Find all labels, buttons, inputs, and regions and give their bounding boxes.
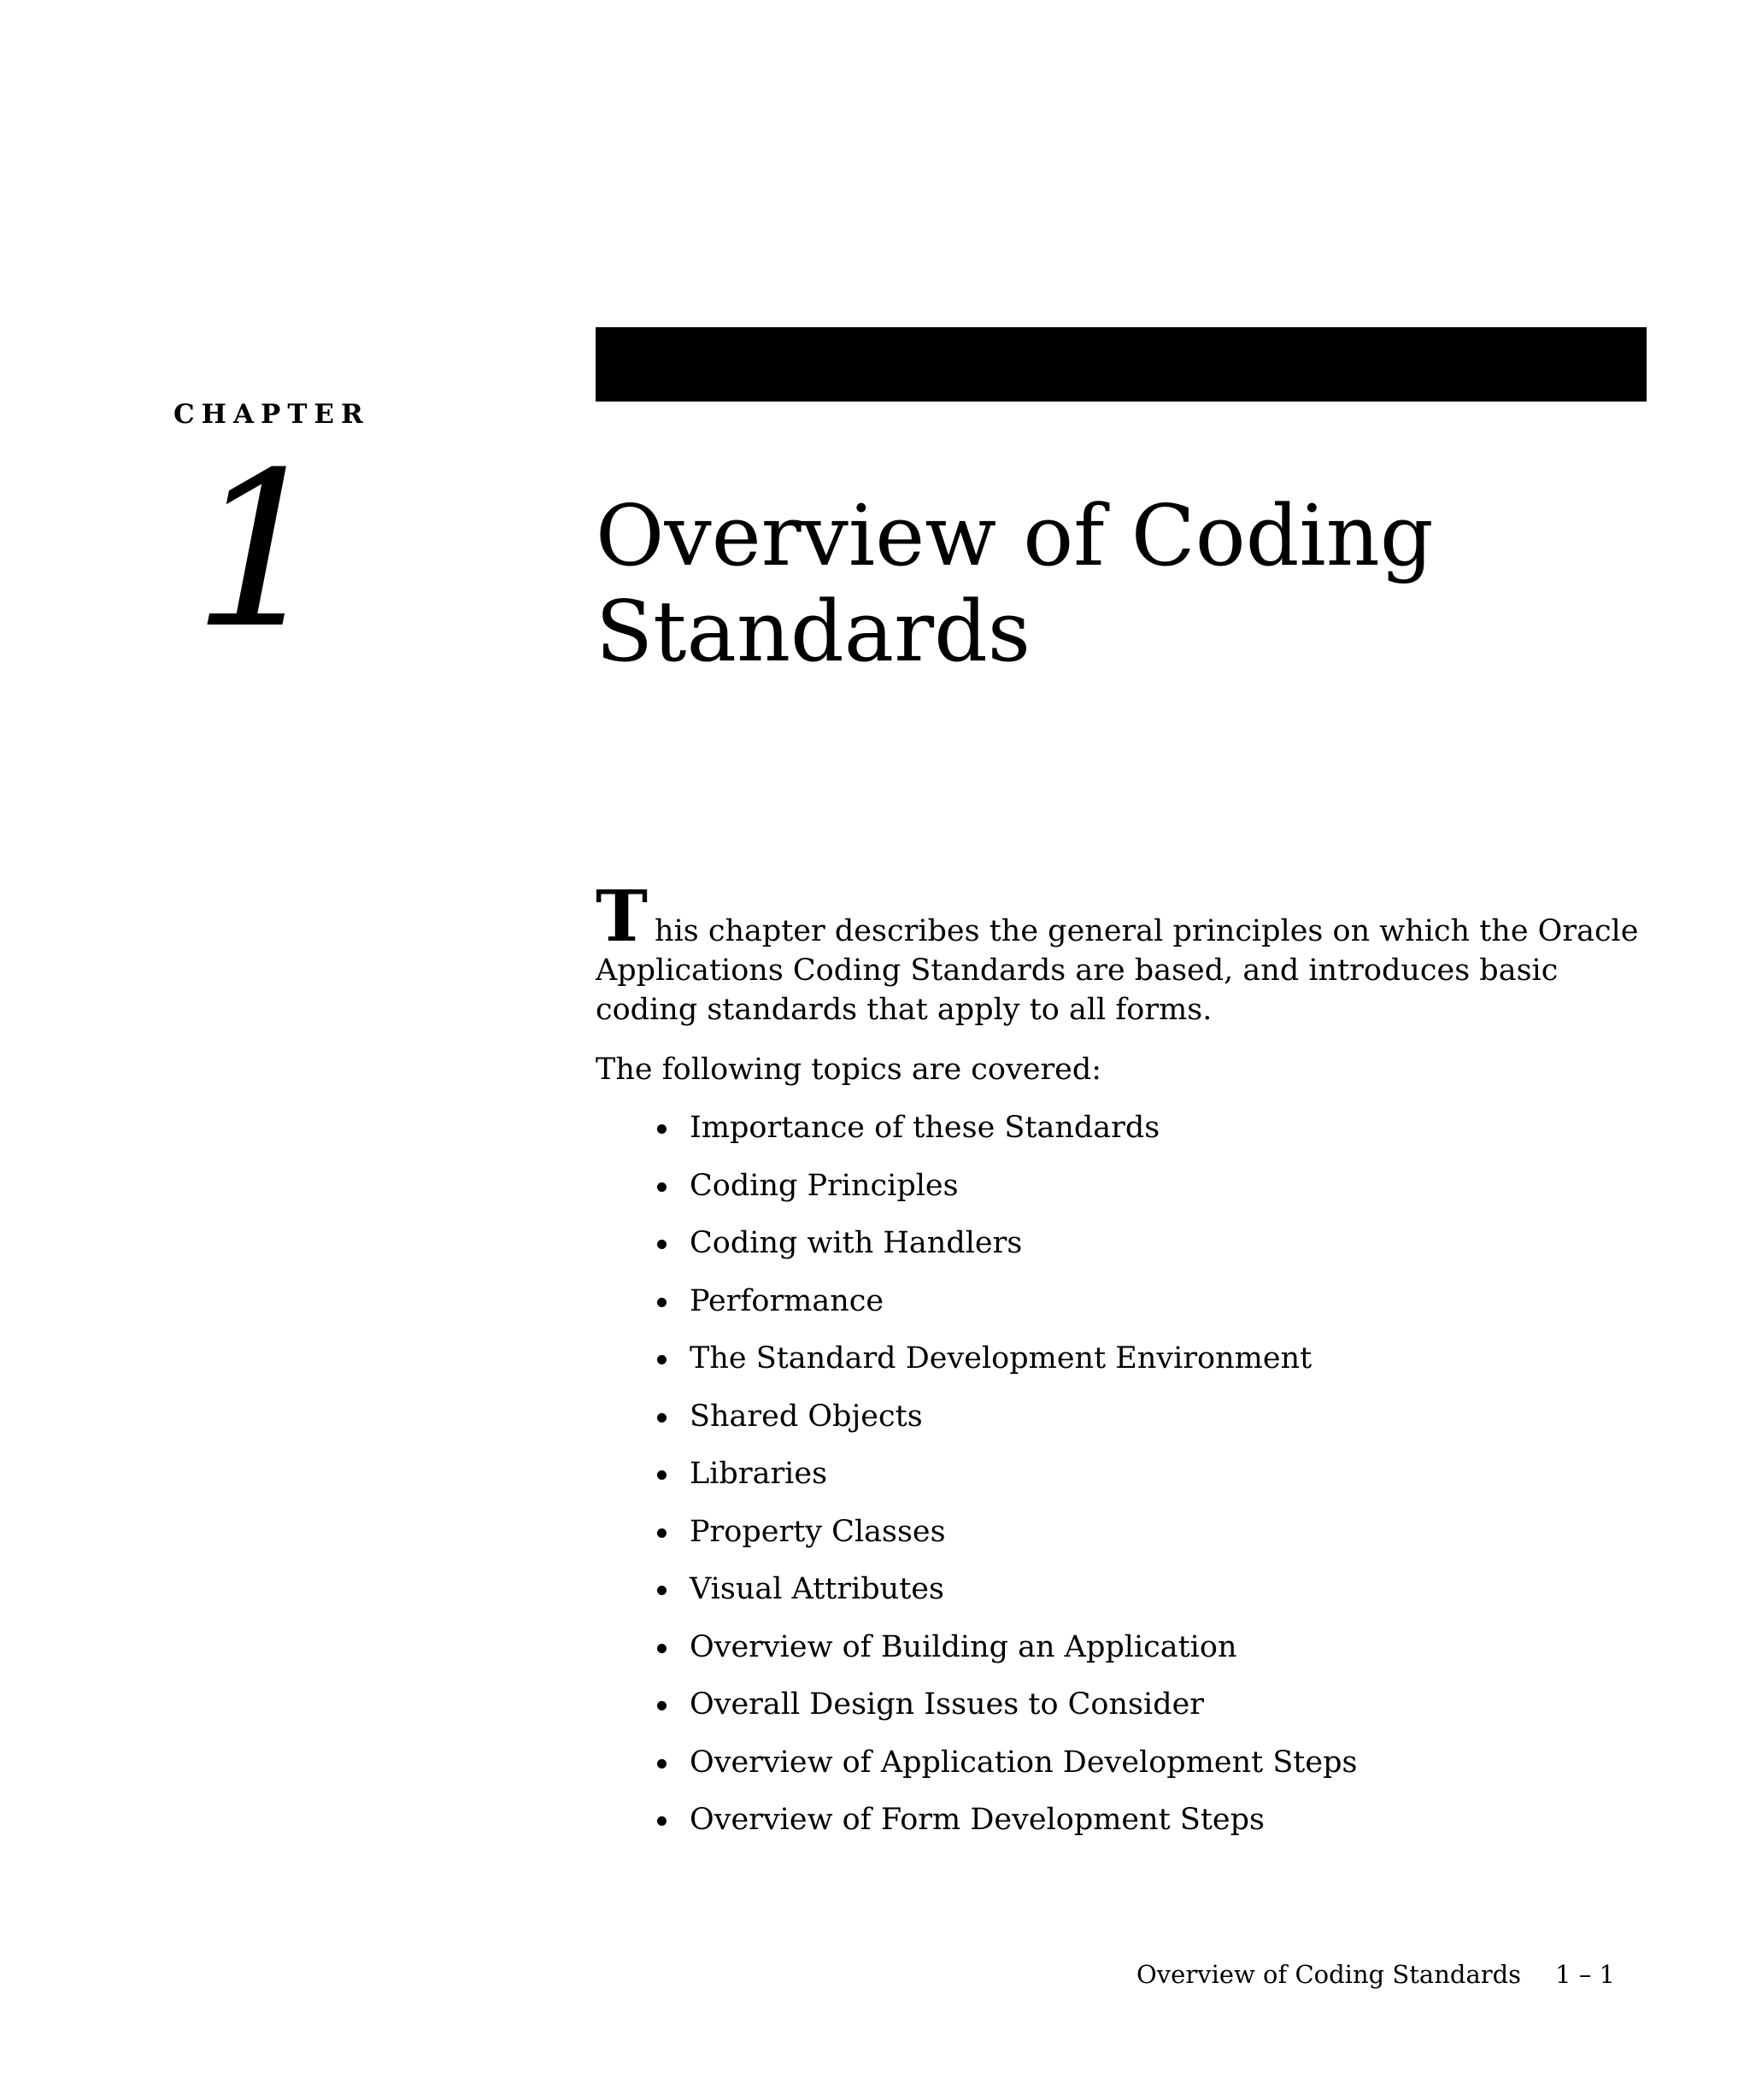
topic-item (596, 1800, 1647, 1858)
bullet-icon (657, 1816, 667, 1826)
intro-text: his chapter describes the general principles on which the Oracle Applications Coding Standards are based, and introduces basic coding standards that apply to all forms. (596, 914, 1639, 1027)
chapter-label: CHAPTER (173, 399, 370, 430)
bullet-icon (657, 1240, 667, 1249)
topic-item (596, 1282, 1647, 1340)
topic-label: Visual Attributes (690, 1572, 944, 1606)
bullet-icon (657, 1759, 667, 1769)
chapter-number: 1 (192, 426, 329, 675)
topic-item (596, 1512, 1647, 1570)
bullet-icon (657, 1124, 667, 1134)
topics-lead: The following topics are covered: (596, 1053, 1102, 1087)
bullet-icon (657, 1355, 667, 1364)
topic-label: Shared Objects (690, 1399, 923, 1434)
topic-label: Overall Design Issues to Consider (690, 1687, 1205, 1722)
bullet-icon (657, 1413, 667, 1422)
chapter-content (596, 876, 1647, 1858)
title-bar (596, 327, 1647, 402)
topic-item (596, 1339, 1647, 1397)
topic-label: Overview of Application Development Steps (690, 1745, 1358, 1780)
topic-item (596, 1569, 1647, 1628)
page-number: 1 – 1 (1555, 1960, 1615, 1989)
topic-item (596, 1397, 1647, 1455)
topic-item (596, 1685, 1647, 1743)
topic-label: Importance of these Standards (690, 1111, 1160, 1145)
topic-item (596, 1628, 1647, 1686)
topic-label: Overview of Form Development Steps (690, 1803, 1265, 1837)
topic-item (596, 1223, 1647, 1282)
topic-item (596, 1454, 1647, 1512)
topic-list (596, 1108, 1647, 1858)
bullet-icon (657, 1182, 667, 1192)
bullet-icon (657, 1298, 667, 1307)
topic-label: Performance (690, 1283, 884, 1318)
intro-paragraph (596, 876, 1647, 1029)
topic-label: Coding Principles (690, 1168, 959, 1203)
topic-label: Overview of Building an Application (690, 1629, 1237, 1664)
topic-item (596, 1108, 1647, 1166)
bullet-icon (657, 1644, 667, 1653)
bullet-icon (657, 1701, 667, 1710)
drop-cap: T (596, 876, 649, 958)
topic-label: The Standard Development Environment (690, 1341, 1312, 1376)
bullet-icon (657, 1586, 667, 1595)
topic-item (596, 1166, 1647, 1224)
topic-item (596, 1743, 1647, 1801)
topic-label: Libraries (690, 1457, 828, 1491)
chapter-title: Overview of Coding Standards (596, 488, 1434, 681)
footer-title: Overview of Coding Standards (1136, 1960, 1522, 1989)
topic-label: Coding with Handlers (690, 1226, 1023, 1260)
topic-label: Property Classes (690, 1514, 946, 1549)
bullet-icon (657, 1470, 667, 1480)
bullet-icon (657, 1528, 667, 1538)
